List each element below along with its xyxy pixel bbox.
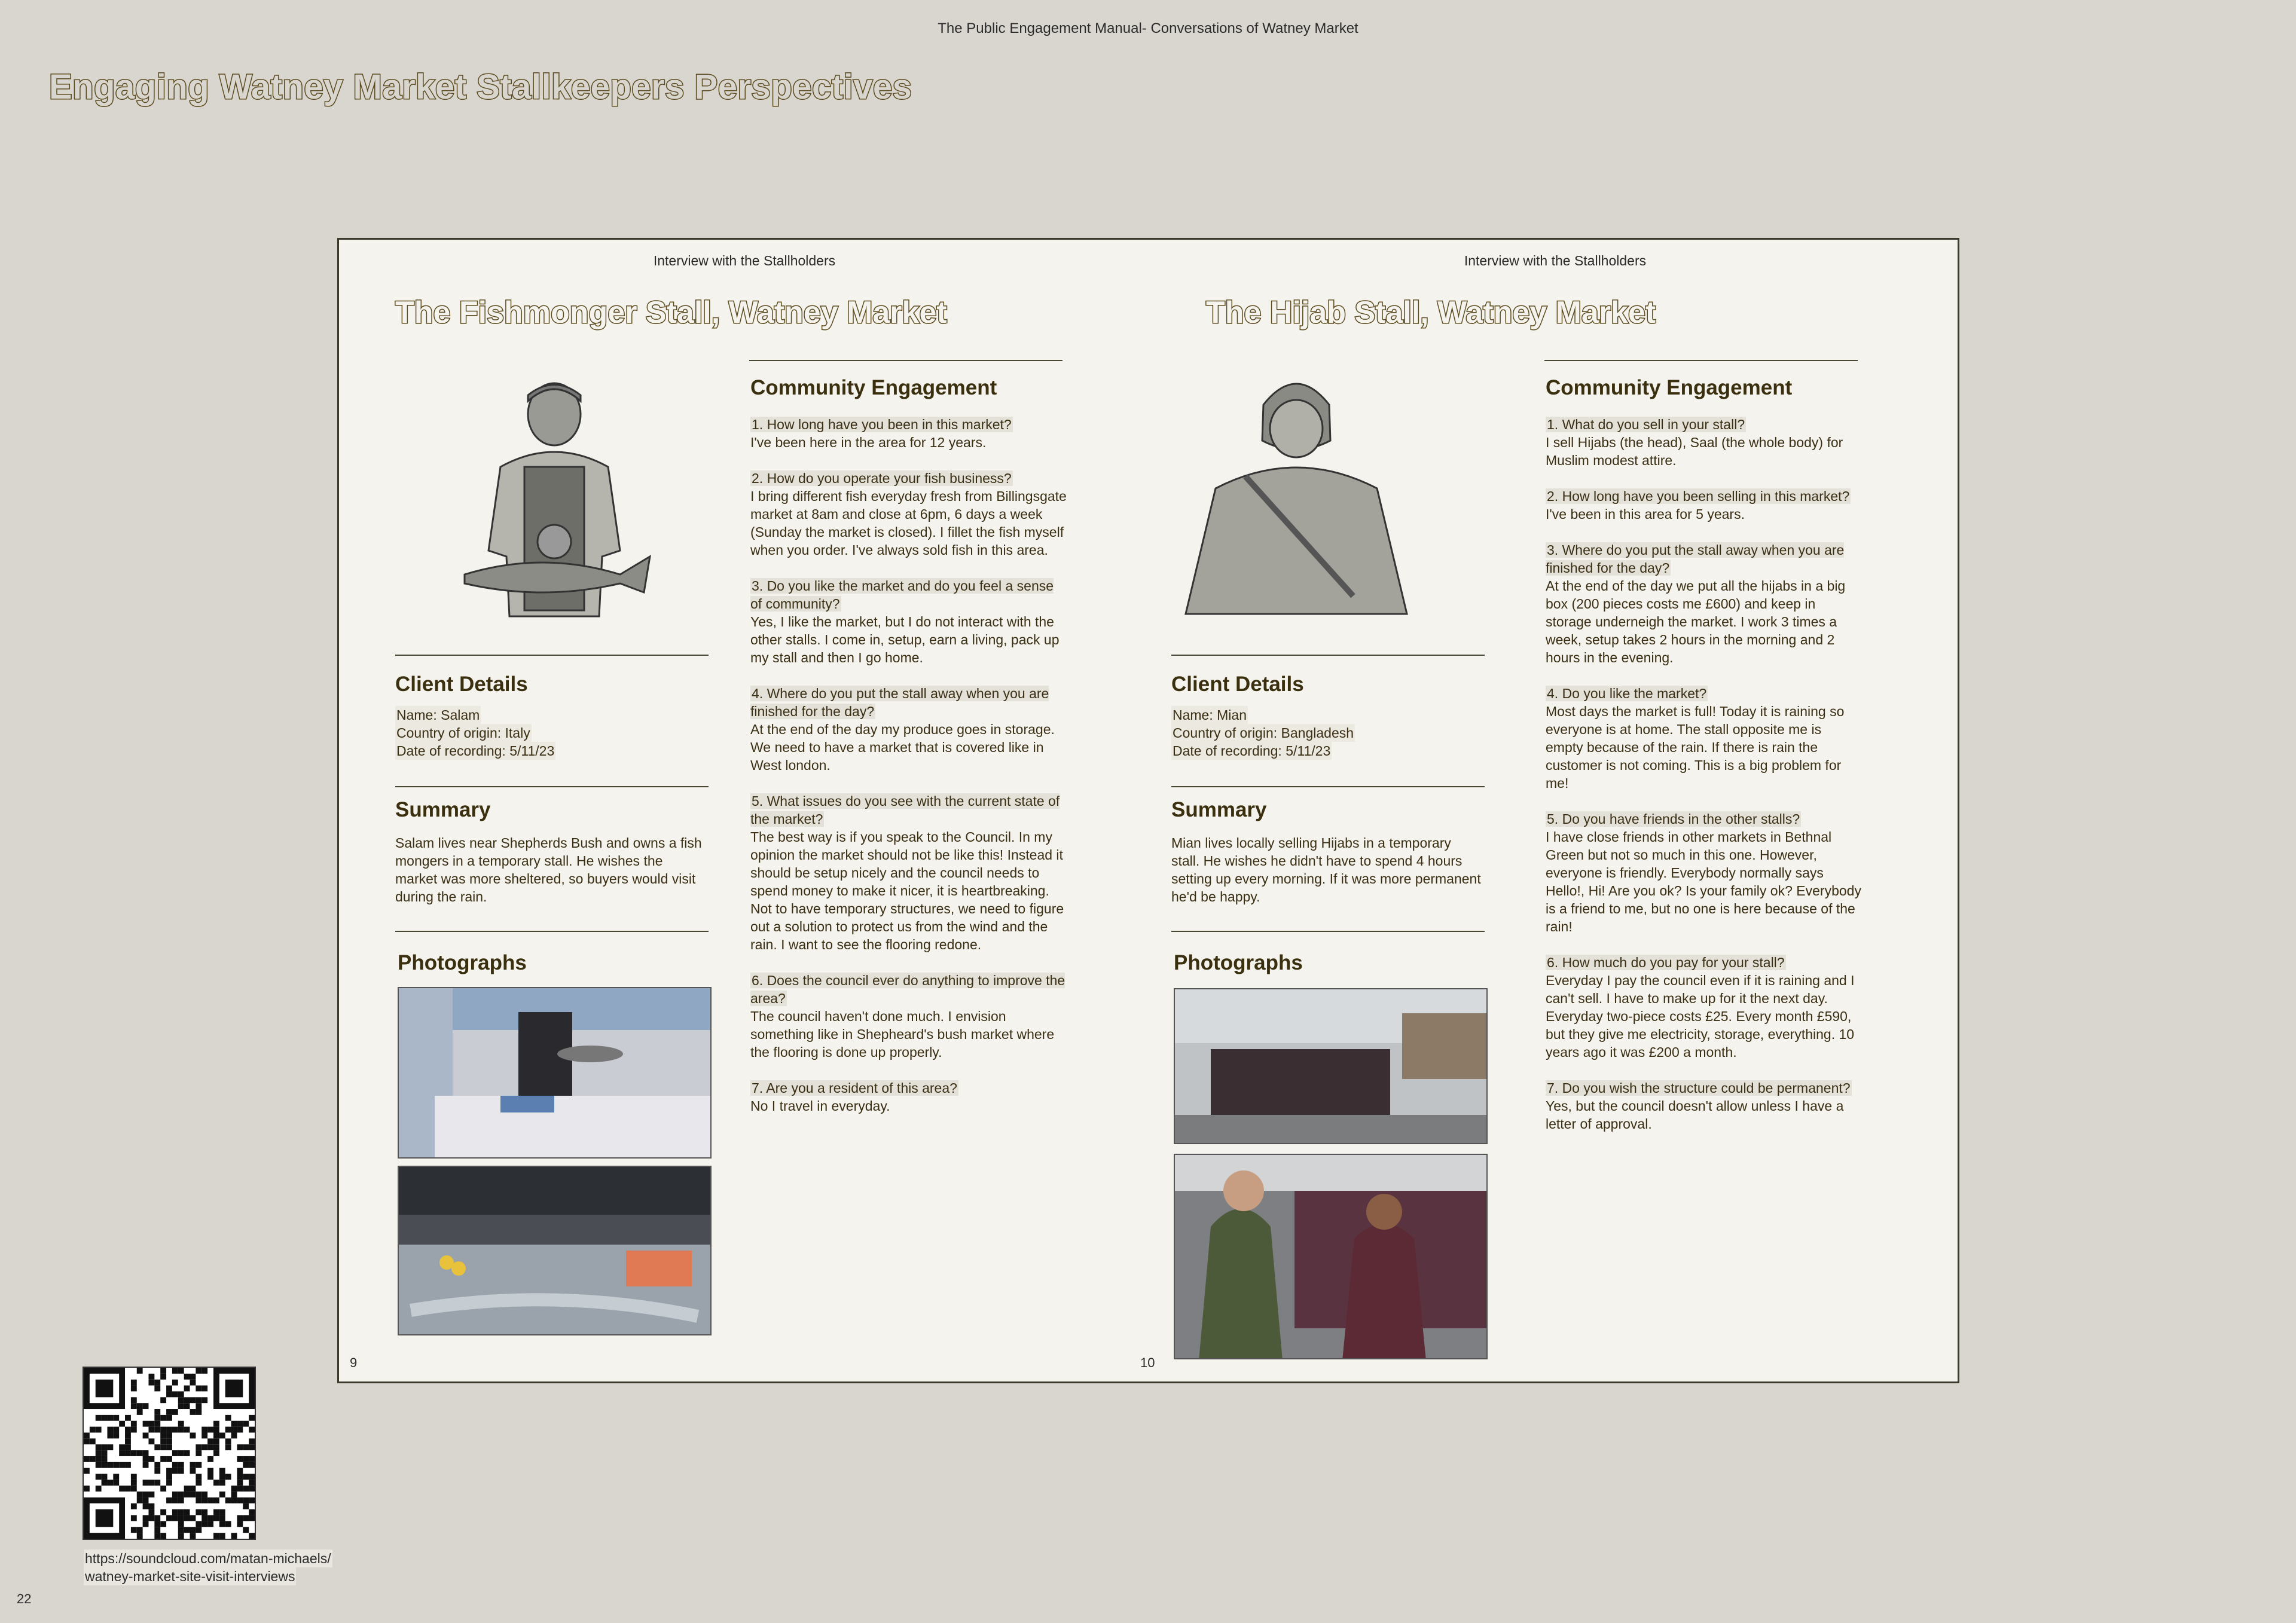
- page-title: The Fishmonger Stall, Watney Market: [395, 295, 947, 330]
- question: 1. What do you sell in your stall?: [1547, 417, 1745, 432]
- page-number: 10: [1140, 1355, 1155, 1370]
- hijab-seller-portrait: [1174, 369, 1419, 626]
- photographs-heading: Photographs: [1174, 951, 1303, 974]
- question: 6. Does the council ever do anything to improve the area?: [750, 973, 1065, 1006]
- page-title: The Hijab Stall, Watney Market: [1206, 295, 1656, 330]
- question: 3. Where do you put the stall away when you are finished for the day?: [1546, 542, 1845, 576]
- question: 4. Do you like the market?: [1547, 686, 1707, 701]
- page-hijab: [1140, 240, 1961, 1381]
- divider: [395, 786, 709, 787]
- fishmonger-portrait: [453, 377, 656, 634]
- page-fishmonger: [339, 240, 1150, 1381]
- qa-item: [750, 415, 1067, 451]
- question: 2. How long have you been selling in this market?: [1547, 488, 1850, 504]
- interview-qa: [1546, 415, 1863, 1151]
- community-engagement-heading: Community Engagement: [750, 376, 997, 399]
- answer: Yes, but the council doesn't allow unless I have a letter of approval.: [1546, 1098, 1844, 1132]
- divider: [395, 931, 709, 932]
- qa-item: [750, 792, 1067, 953]
- qa-item: [750, 469, 1067, 559]
- answer: Most days the market is full! Today it is raining so everyone is at home. The stall opposite me is empty because of the rain. If there is rain the customer is not coming. This is a big problem for me!: [1546, 704, 1845, 791]
- photo-fish-stall: [398, 987, 712, 1159]
- answer: The best way is if you speak to the Council. In my opinion the market should not be like this! Instead it should be setup nicely and the council needs to spend money to make it nicer, it is heartbreaking. Not to have temporary structures, we need to figure out a solution to protect us from the wind and the rain. I want to see the flooring redone.: [750, 829, 1064, 952]
- soundcloud-link[interactable]: [84, 1549, 332, 1585]
- question: 4. Where do you put the stall away when you are finished for the day?: [750, 686, 1049, 719]
- client-name: Name: Salam: [396, 707, 480, 723]
- answer: No I travel in everyday.: [750, 1098, 890, 1114]
- page-number: 9: [350, 1355, 358, 1370]
- page-head: Interview with the Stallholders: [1464, 253, 1647, 268]
- question: 2. How do you operate your fish business?: [752, 470, 1012, 486]
- answer: At the end of the day my produce goes in storage. We need to have a market that is covered like in West london.: [750, 722, 1055, 773]
- page-head: Interview with the Stallholders: [653, 253, 836, 268]
- running-head: The Public Engagement Manual- Conversations of Watney Market: [938, 20, 1358, 36]
- answer: I've been in this area for 5 years.: [1546, 506, 1745, 522]
- qr-code[interactable]: [83, 1367, 256, 1540]
- interview-qa: [750, 415, 1067, 1133]
- qa-item: [750, 684, 1067, 774]
- qa-item: [1546, 487, 1863, 523]
- answer: I sell Hijabs (the head), Saal (the whole body) for Muslim modest attire.: [1546, 435, 1843, 468]
- answer: At the end of the day we put all the hijabs in a big box (200 pieces costs me £600) and keep in storage underneigh the market. I work 3 times a week, setup takes 2 hours in the morning and 2 hours in the evening.: [1546, 578, 1846, 665]
- divider: [1171, 655, 1485, 656]
- client-details: [395, 706, 555, 760]
- community-engagement-heading: Community Engagement: [1546, 376, 1793, 399]
- answer: The council haven't done much. I envision something like in Shepheard's bush market where the flooring is done up properly.: [750, 1008, 1055, 1060]
- photo-fish-counter: [398, 1166, 712, 1335]
- url-line: https://soundcloud.com/matan-michaels/: [85, 1551, 331, 1566]
- question: 3. Do you like the market and do you feel a sense of community?: [750, 578, 1054, 612]
- qa-item: [1546, 541, 1863, 667]
- divider: [395, 655, 709, 656]
- client-details-heading: Client Details: [395, 673, 528, 696]
- photo-handshake: [1174, 1154, 1488, 1359]
- client-date: Date of recording: 5/11/23: [1173, 743, 1331, 759]
- divider: [749, 360, 1062, 361]
- question: 6. How much do you pay for your stall?: [1547, 955, 1785, 970]
- question: 1. How long have you been in this market?: [752, 417, 1012, 432]
- question: 7. Are you a resident of this area?: [752, 1080, 957, 1096]
- question: 5. Do you have friends in the other stalls?: [1547, 811, 1800, 827]
- question: 5. What issues do you see with the current state of the market?: [750, 793, 1060, 827]
- answer: I bring different fish everyday fresh from Billingsgate market at 8am and close at 6pm, 6 days a week (Sunday the market is closed). I fillet the fish myself when you order. I've always sold fish in this area.: [750, 488, 1067, 558]
- answer: I've been here in the area for 12 years.: [750, 435, 987, 450]
- answer: Everyday I pay the council even if it is raining and I can't sell. I have to make up for it the next day. Everyday two-piece costs £25. Every month £590, but they give me electricity, storage, everything. 10 years ago it was £200 a month.: [1546, 973, 1855, 1060]
- qa-item: [1546, 810, 1863, 936]
- divider: [1171, 931, 1485, 932]
- qa-item: [750, 577, 1067, 667]
- qa-item: [1546, 415, 1863, 469]
- answer: Yes, I like the market, but I do not interact with the other stalls. I come in, setup, earn a living, pack up my stall and then I go home.: [750, 614, 1060, 665]
- photographs-heading: Photographs: [398, 951, 527, 974]
- client-details-heading: Client Details: [1171, 673, 1304, 696]
- client-name: Name: Mian: [1173, 707, 1247, 723]
- summary-text: Salam lives near Shepherds Bush and owns a fish mongers in a temporary stall. He wishes the market was more sheltered, so buyers would visit during the rain.: [395, 835, 702, 904]
- folio-number: 22: [17, 1591, 32, 1606]
- summary-heading: Summary: [1171, 798, 1267, 821]
- client-country: Country of origin: Italy: [396, 725, 530, 741]
- summary-text: Mian lives locally selling Hijabs in a temporary stall. He wishes he didn't have to spend 4 hours setting up every morning. If it was more permanent he'd be happy.: [1171, 835, 1481, 904]
- question: 7. Do you wish the structure could be permanent?: [1547, 1080, 1851, 1096]
- book-spread: [337, 238, 1959, 1383]
- qa-item: [1546, 1079, 1863, 1133]
- qa-item: [750, 971, 1067, 1061]
- summary-heading: Summary: [395, 798, 491, 821]
- qa-item: [750, 1079, 1067, 1115]
- qa-item: [1546, 953, 1863, 1061]
- photo-hijab-stall-street: [1174, 988, 1488, 1144]
- divider: [1544, 360, 1858, 361]
- client-date: Date of recording: 5/11/23: [396, 743, 555, 759]
- answer: I have close friends in other markets in Bethnal Green but not so much in this one. However, everyone is friendly. Everybody normally says Hello!, Hi! Are you ok? Is your family ok? Everybody is a friend to me, but no one is here because of the rain!: [1546, 829, 1861, 934]
- url-line: watney-market-site-visit-interviews: [85, 1569, 295, 1584]
- main-title: Engaging Watney Market Stallkeepers Perspectives: [49, 68, 912, 106]
- qa-item: [1546, 684, 1863, 792]
- client-details: [1171, 706, 1355, 760]
- client-country: Country of origin: Bangladesh: [1173, 725, 1354, 741]
- divider: [1171, 786, 1485, 787]
